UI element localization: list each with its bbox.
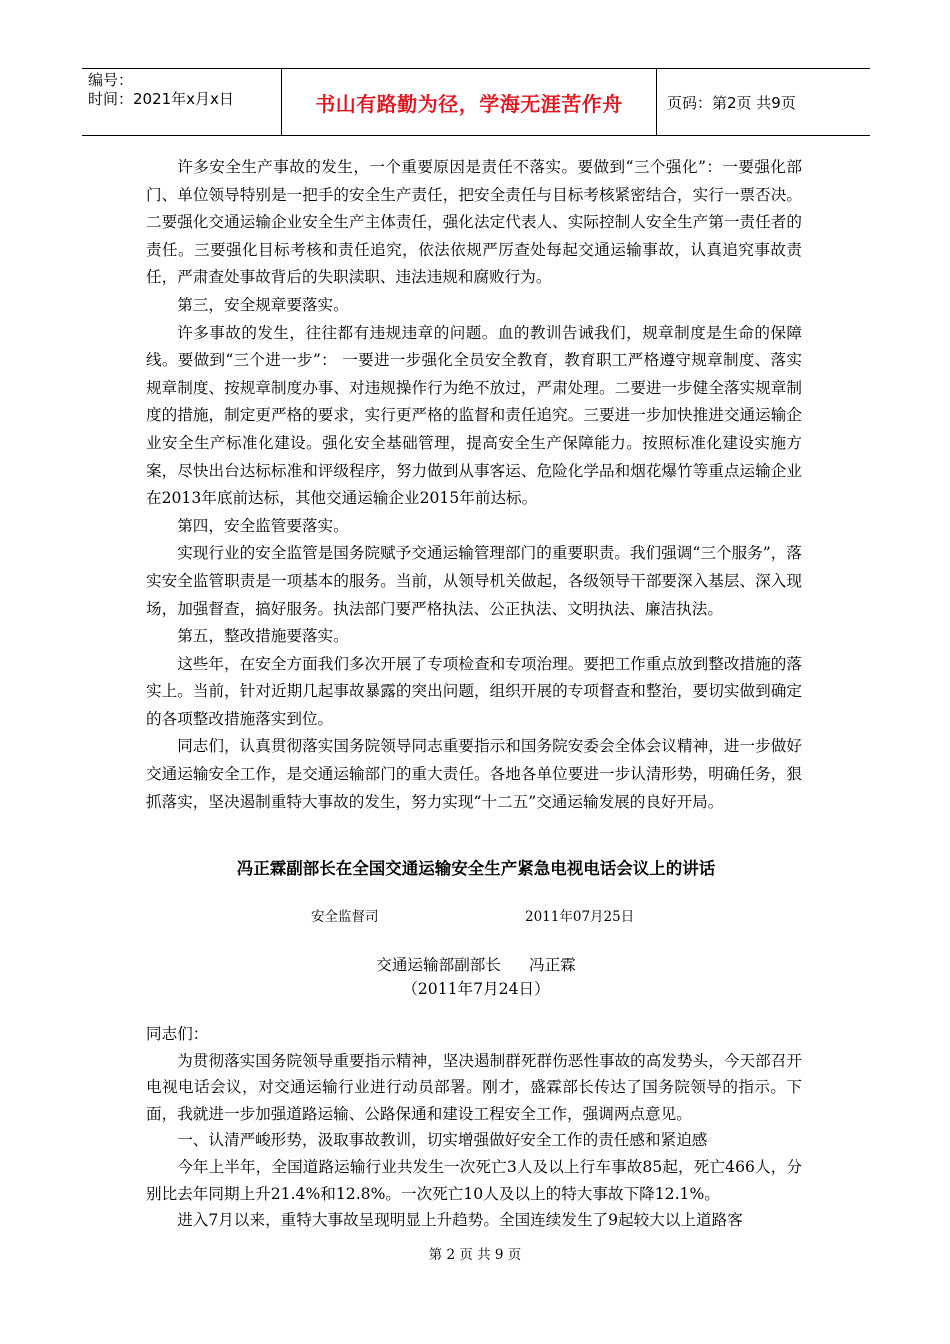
speaker-title: 交通运输部副部长	[376, 956, 501, 974]
section-body	[146, 154, 802, 816]
paragraph: 实现行业的安全监管是国务院赋予交通运输管理部门的重要职责。我们强调“三个服务”，落实安全监管职责是一项基本的服务。当前，从领导机关做起，各级领导干部要深入基层、深入现场，加强督查，搞好服务。执法部门要严格执法、公正执法、文明执法、廉洁执法。	[146, 544, 802, 618]
paragraph: 为贯彻落实国务院领导重要指示精神，坚决遏制群死群伤恶性事故的高发势头，今天部召开电视电话会议，对交通运输行业进行动员部署。刚才，盛霖部长传达了国务院领导的指示。下面，我就进一步加强道路运输、公路保通和建设工程安全工作，强调两点意见。	[146, 1051, 802, 1123]
header-page-info: 页码：第2页 共9页	[667, 93, 796, 112]
article-title: 冯正霖副部长在全国交通运输安全生产紧急电视电话会议上的讲话	[236, 859, 716, 878]
article-source: 安全监督司	[311, 909, 379, 925]
paragraph: 许多安全生产事故的发生，一个重要原因是责任不落实。要做到“三个强化”：一要强化部门、单位领导特别是一把手的安全生产责任，把安全责任与目标考核紧密结合，实行一票否决。二要强化交通运输企业安全生产主体责任，强化法定代表人、实际控制人安全生产第一责任者的责任。三要强化目标考核和责任追究，依法依规严厉查处每起交通运输事故，认真追究事故责任，严肃查处事故背后的失职渎职、违法违规和腐败行为。	[146, 158, 802, 287]
paragraph: 进入7月以来，重特大事故呈现明显上升趋势。全国连续发生了9起较大以上道路客	[177, 1211, 743, 1230]
page-header	[82, 68, 870, 136]
paragraph: 这些年，在安全方面我们多次开展了专项检查和专项治理。要把工作重点放到整改措施的落实上。当前，针对近期几起事故暴露的突出问题，组织开展的专项督查和整治，要切实做到确定的各项整改措施落实到位。	[146, 654, 802, 728]
subheading: 第五，整改措施要落实。	[177, 627, 349, 646]
speech-body	[146, 1021, 802, 1234]
header-motto: 书山有路勤为径，学海无涯苦作舟	[315, 91, 623, 116]
subheading: 第四，安全监管要落实。	[177, 516, 349, 535]
speaker-line	[82, 953, 870, 977]
subheading: 一、认清严峻形势，汲取事故教训，切实增强做好安全工作的责任感和紧迫感	[177, 1131, 708, 1150]
paragraph: 同志们，认真贯彻落实国务院领导同志重要指示和国务院安委会全体会议精神，进一步做好交通运输安全工作，是交通运输部门的重大责任。各地各单位要进一步认清形势，明确任务，狠抓落实，坚决遏制重特大事故的发生，努力实现“十二五”交通运输发展的良好开局。	[146, 737, 802, 811]
paragraph: 许多事故的发生，往往都有违规违章的问题。血的教训告诫我们，规章制度是生命的保障线。要做到“三个进一步”： 一要进一步强化全员安全教育，教育职工严格遵守规章制度、落实规章制度、按规章制度办事、对违规操作行为绝不放过，严肃处理。二要进一步健全落实规章制度的措施，制定更严格的要求，实行更严格的监督和责任追究。三要进一步加快推进交通运输企业安全生产标准化建设。强化安全基础管理，提高安全生产保障能力。按照标准化建设实施方案，尽快出台达标标准和评级程序，努力做到从事客运、危险化学品和烟花爆竹等重点运输企业在2013年底前达标，其他交通运输企业2015年前达标。	[146, 323, 802, 508]
page-footer: 第 2 页 共 9 页	[428, 1247, 522, 1263]
document-number-label: 编号：	[88, 71, 134, 89]
header-motto-cell	[282, 69, 657, 135]
greeting: 同志们：	[146, 1025, 209, 1043]
paragraph: 今年上半年，全国道路运输行业共发生一次死亡3人及以上行车事故85起，死亡466人，分别比去年同期上升21.4%和12.8%。一次死亡10人及以上的特大事故下降12.1%。	[146, 1157, 802, 1203]
speaker-block	[82, 953, 870, 1001]
speech-date: （2011年7月24日）	[402, 980, 550, 998]
article-date: 2011年07月25日	[525, 909, 635, 925]
subheading: 第三，安全规章要落实。	[177, 295, 349, 314]
document-date-label: 时间：2021年x月x日	[88, 90, 234, 108]
header-page-cell	[657, 69, 870, 135]
speaker-name: 冯正霖	[528, 956, 576, 974]
header-left-cell	[82, 69, 282, 135]
